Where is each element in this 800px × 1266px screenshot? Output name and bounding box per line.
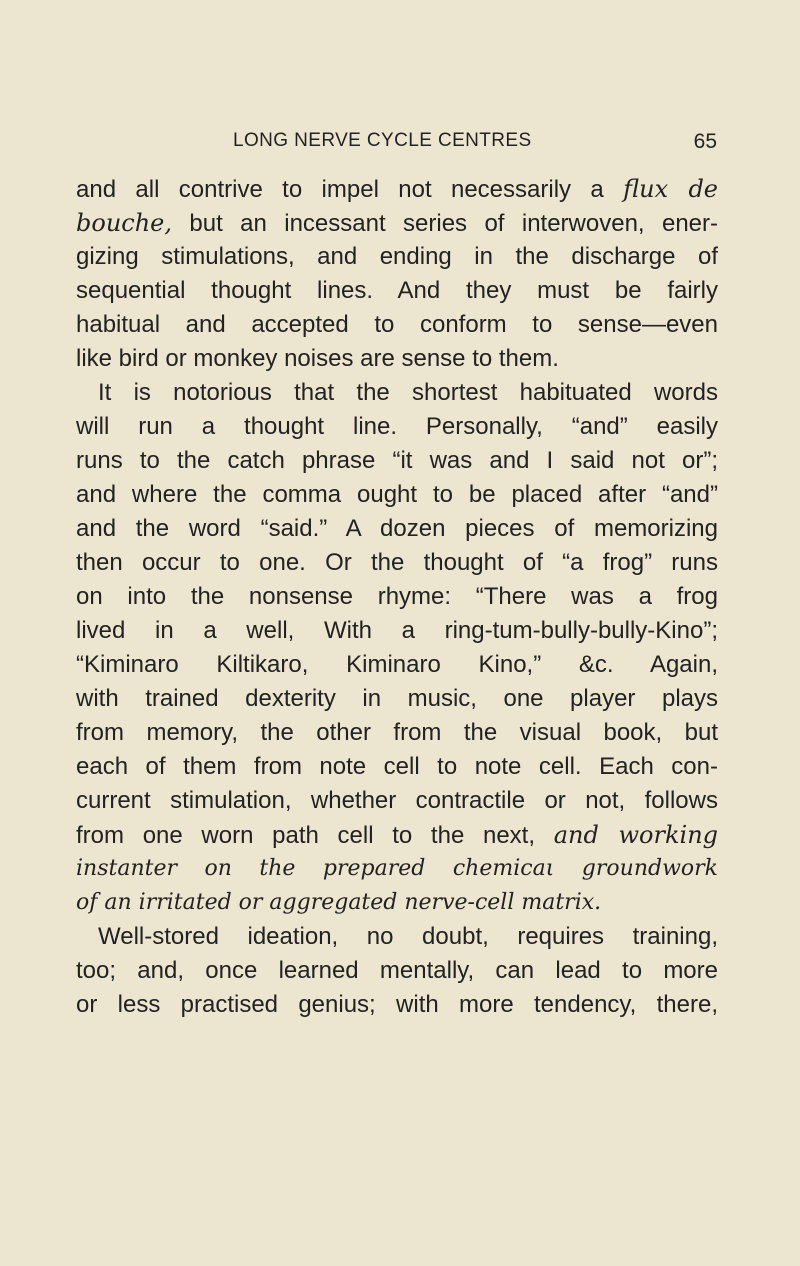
text-line: on into the nonsense rhyme: “There was a frog: [76, 583, 718, 610]
text-span: from one worn path cell to the next,: [76, 822, 536, 849]
text-line: runs to the catch phrase “it was and I said not or”;: [76, 447, 718, 474]
italic-span: bouche,: [76, 209, 172, 237]
text-line: each of them from note cell to note cell. Each con-: [76, 753, 718, 780]
italic-span: and working: [553, 821, 718, 849]
text-line: from memory, the other from the visual book, but: [76, 719, 718, 746]
text-line: habitual and accepted to conform to sense—even: [76, 311, 718, 338]
text-line: and where the comma ought to be placed after “and”: [76, 481, 718, 508]
body-text: [76, 172, 718, 1022]
page-number: 65: [693, 130, 717, 153]
text-line: then occur to one. Or the thought of “a frog” runs: [76, 549, 718, 576]
text-span: and all contrive to impel not necessarily a: [76, 176, 604, 203]
text-line: will run a thought line. Personally, “and” easily: [76, 413, 718, 440]
text-line: or less practised genius; with more tendency, there,: [76, 991, 718, 1018]
text-line: sequential thought lines. And they must be fairly: [76, 277, 718, 304]
text-span: but an incessant series of interwoven, ener-: [189, 210, 718, 237]
text-line: and the word “said.” A dozen pieces of memorizing: [76, 515, 718, 542]
text-line: gizing stimulations, and ending in the discharge of: [76, 243, 718, 270]
paragraph-start-line: Well-stored ideation, no doubt, requires training,: [98, 923, 718, 950]
running-header: [233, 130, 717, 160]
text-line: too; and, once learned mentally, can lead to more: [76, 957, 718, 984]
text-line: current stimulation, whether contractile or not, follows: [76, 787, 718, 814]
text-line: with trained dexterity in music, one player plays: [76, 685, 718, 712]
text-line: like bird or monkey noises are sense to them.: [76, 345, 559, 372]
text-line: [76, 206, 718, 240]
paragraph-start-line: It is notorious that the shortest habituated words: [98, 379, 718, 406]
italic-text-line: instanter on the prepared chemicaι groundwork: [76, 856, 718, 881]
text-line: [76, 818, 718, 852]
text-line: [76, 172, 718, 206]
running-title: LONG NERVE CYCLE CENTRES: [233, 130, 532, 151]
text-line: “Kiminaro Kiltikaro, Kiminaro Kino,” &c. Again,: [76, 651, 718, 678]
text-line: lived in a well, With a ring-tum-bully-bully-Kino”;: [76, 617, 718, 644]
italic-text-line: of an irritated or aggregated nerve-cell matrix.: [76, 890, 602, 915]
italic-span: flux de: [623, 175, 718, 203]
